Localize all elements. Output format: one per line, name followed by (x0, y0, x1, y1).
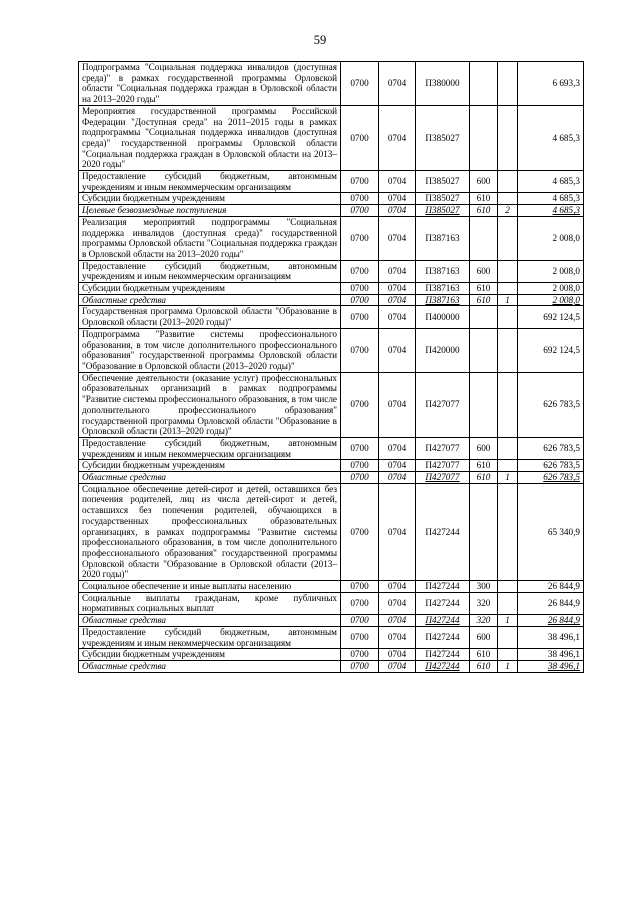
table-row (79, 105, 584, 170)
row-amount: 6 693,3 (518, 62, 584, 106)
row-target-code: П427077 (416, 460, 470, 472)
row-target-code: П387163 (416, 260, 470, 282)
row-section-code: 0700 (341, 472, 379, 484)
row-target-code: П387163 (416, 283, 470, 295)
row-expense-type: 610 (470, 205, 498, 217)
row-name: Предоставление субсидий бюджетным, автономным учреждениям и иным некоммерческим организациям (79, 437, 341, 459)
row-name: Предоставление субсидий бюджетным, автономным учреждениям и иным некоммерческим организациям (79, 260, 341, 282)
row-expense-type: 600 (470, 171, 498, 193)
row-subsection-code: 0704 (379, 581, 416, 593)
row-amount: 38 496,1 (518, 660, 584, 672)
row-section-code: 0700 (341, 294, 379, 306)
row-expense-type: 320 (470, 592, 498, 614)
table-row (79, 460, 584, 472)
table-row (79, 649, 584, 661)
row-name: Подпрограмма "Социальная поддержка инвалидов (доступная среда)" в рамках государственной программы Орловской области "Социальная поддержка граждан в Орловской области на 2013–2020 годы" (79, 62, 341, 106)
row-amount: 4 685,3 (518, 171, 584, 193)
row-funding-source (498, 626, 518, 648)
row-target-code: П427244 (416, 483, 470, 580)
row-name: Социальные выплаты гражданам, кроме публичных нормативных социальных выплат (79, 592, 341, 614)
row-funding-source (498, 171, 518, 193)
row-funding-source (498, 649, 518, 661)
table-row (79, 283, 584, 295)
row-subsection-code: 0704 (379, 171, 416, 193)
row-expense-type (470, 372, 498, 437)
row-section-code: 0700 (341, 615, 379, 627)
row-section-code: 0700 (341, 193, 379, 205)
row-funding-source (498, 483, 518, 580)
row-name: Субсидии бюджетным учреждениям (79, 283, 341, 295)
row-name: Областные средства (79, 660, 341, 672)
row-funding-source: 1 (498, 294, 518, 306)
table-row (79, 581, 584, 593)
row-section-code: 0700 (341, 216, 379, 260)
row-expense-type: 600 (470, 626, 498, 648)
row-expense-type (470, 328, 498, 372)
table-row (79, 328, 584, 372)
row-expense-type (470, 483, 498, 580)
row-expense-type: 610 (470, 649, 498, 661)
row-section-code: 0700 (341, 483, 379, 580)
row-amount: 4 685,3 (518, 105, 584, 170)
row-target-code: П385027 (416, 171, 470, 193)
row-subsection-code: 0704 (379, 306, 416, 328)
row-target-code: П400000 (416, 306, 470, 328)
row-section-code: 0700 (341, 283, 379, 295)
row-subsection-code: 0704 (379, 62, 416, 106)
row-funding-source: 1 (498, 660, 518, 672)
row-name: Предоставление субсидий бюджетным, автономным учреждениям и иным некоммерческим организациям (79, 626, 341, 648)
row-subsection-code: 0704 (379, 483, 416, 580)
page-number: 59 (313, 33, 327, 47)
row-amount: 626 783,5 (518, 472, 584, 484)
row-subsection-code: 0704 (379, 615, 416, 627)
row-name: Предоставление субсидий бюджетным, автономным учреждениям и иным некоммерческим организациям (79, 171, 341, 193)
row-funding-source (498, 306, 518, 328)
row-section-code: 0700 (341, 372, 379, 437)
row-name: Социальное обеспечение детей-сирот и детей, оставшихся без попечения родителей, лиц из числа детей-сирот и детей, оставшихся без попечения родителей, обучающихся в государственных профессиональных образовательных организациях, в рамках подпрограммы "Развитие системы профессионального образования, в том числе дополнительного профессионального образования" государственной программы Орловской области "Образование в Орловской области (2013–2020 годы)" (79, 483, 341, 580)
row-name: Субсидии бюджетным учреждениям (79, 649, 341, 661)
row-expense-type: 610 (470, 294, 498, 306)
row-subsection-code: 0704 (379, 283, 416, 295)
row-amount: 65 340,9 (518, 483, 584, 580)
row-name: Мероприятия государственной программы Российской Федерации "Доступная среда" на 2011–2015 годы в рамках подпрограммы "Социальная поддержка инвалидов (доступная среда)" государственной программы Орловской области "Социальная поддержка граждан в Орловской области на 2013–2020 годы" (79, 105, 341, 170)
row-name: Реализация мероприятий подпрограммы "Социальная поддержка инвалидов (доступная среда)" государственной программы Орловской области "Социальная поддержка граждан в Орловской области на 2013–2020 годы" (79, 216, 341, 260)
table-row (79, 437, 584, 459)
row-expense-type: 300 (470, 581, 498, 593)
row-funding-source (498, 105, 518, 170)
row-section-code: 0700 (341, 660, 379, 672)
row-section-code: 0700 (341, 626, 379, 648)
row-funding-source (498, 592, 518, 614)
row-subsection-code: 0704 (379, 592, 416, 614)
row-expense-type (470, 62, 498, 106)
row-expense-type: 600 (470, 437, 498, 459)
row-section-code: 0700 (341, 460, 379, 472)
row-section-code: 0700 (341, 437, 379, 459)
row-section-code: 0700 (341, 306, 379, 328)
row-amount: 626 783,5 (518, 460, 584, 472)
row-section-code: 0700 (341, 171, 379, 193)
row-target-code: П387163 (416, 216, 470, 260)
table-row (79, 216, 584, 260)
row-expense-type (470, 306, 498, 328)
row-subsection-code: 0704 (379, 294, 416, 306)
row-target-code: П427077 (416, 472, 470, 484)
row-amount: 26 844,9 (518, 615, 584, 627)
row-name: Обеспечение деятельности (оказание услуг) профессиональных образовательных организаций в рамках подпрограммы "Развитие системы профессионального образования, в том числе дополнительного профессионального образования" государственной программы Орловской области "Образование в Орловской области (2013–2020 годы)" (79, 372, 341, 437)
row-target-code: П380000 (416, 62, 470, 106)
row-expense-type: 610 (470, 283, 498, 295)
table-row (79, 260, 584, 282)
row-target-code: П427244 (416, 649, 470, 661)
row-expense-type: 610 (470, 460, 498, 472)
row-subsection-code: 0704 (379, 105, 416, 170)
row-funding-source (498, 193, 518, 205)
row-name: Подпрограмма "Развитие системы профессионального образования, в том числе дополнительного профессионального образования" государственной программы Орловской области "Образование в Орловской области (2013–2020 годы)" (79, 328, 341, 372)
row-funding-source (498, 260, 518, 282)
table-row (79, 615, 584, 627)
row-expense-type: 600 (470, 260, 498, 282)
row-section-code: 0700 (341, 649, 379, 661)
row-expense-type (470, 105, 498, 170)
row-subsection-code: 0704 (379, 216, 416, 260)
row-target-code: П385027 (416, 105, 470, 170)
row-subsection-code: 0704 (379, 328, 416, 372)
row-funding-source (498, 283, 518, 295)
table-row (79, 472, 584, 484)
table-row (79, 592, 584, 614)
row-target-code: П427244 (416, 626, 470, 648)
row-amount: 38 496,1 (518, 626, 584, 648)
row-subsection-code: 0704 (379, 193, 416, 205)
row-amount: 692 124,5 (518, 306, 584, 328)
row-target-code: П385027 (416, 193, 470, 205)
row-amount: 626 783,5 (518, 372, 584, 437)
row-target-code: П420000 (416, 328, 470, 372)
row-subsection-code: 0704 (379, 460, 416, 472)
table-row (79, 372, 584, 437)
row-name: Областные средства (79, 472, 341, 484)
table-row (79, 660, 584, 672)
row-funding-source: 1 (498, 615, 518, 627)
row-section-code: 0700 (341, 205, 379, 217)
row-funding-source (498, 372, 518, 437)
row-amount: 626 783,5 (518, 437, 584, 459)
row-funding-source (498, 581, 518, 593)
row-name: Областные средства (79, 294, 341, 306)
row-expense-type: 610 (470, 472, 498, 484)
row-section-code: 0700 (341, 62, 379, 106)
row-amount: 2 008,0 (518, 216, 584, 260)
row-funding-source (498, 216, 518, 260)
row-section-code: 0700 (341, 328, 379, 372)
row-expense-type: 320 (470, 615, 498, 627)
row-amount: 2 008,0 (518, 260, 584, 282)
table-row (79, 626, 584, 648)
row-target-code: П427244 (416, 615, 470, 627)
row-funding-source: 1 (498, 472, 518, 484)
table-row (79, 62, 584, 106)
row-name: Государственная программа Орловской области "Образование в Орловской области (2013–2020 годы)" (79, 306, 341, 328)
row-subsection-code: 0704 (379, 472, 416, 484)
row-target-code: П427077 (416, 372, 470, 437)
row-name: Субсидии бюджетным учреждениям (79, 460, 341, 472)
table-row (79, 483, 584, 580)
row-expense-type: 610 (470, 660, 498, 672)
row-funding-source (498, 437, 518, 459)
row-section-code: 0700 (341, 260, 379, 282)
table-row (79, 306, 584, 328)
row-amount: 38 496,1 (518, 649, 584, 661)
table-row (79, 294, 584, 306)
row-target-code: П427244 (416, 592, 470, 614)
row-amount: 26 844,9 (518, 581, 584, 593)
row-subsection-code: 0704 (379, 372, 416, 437)
row-subsection-code: 0704 (379, 260, 416, 282)
row-subsection-code: 0704 (379, 660, 416, 672)
row-funding-source (498, 328, 518, 372)
row-name: Субсидии бюджетным учреждениям (79, 193, 341, 205)
table-row (79, 193, 584, 205)
row-subsection-code: 0704 (379, 649, 416, 661)
row-amount: 4 685,3 (518, 193, 584, 205)
row-target-code: П427244 (416, 581, 470, 593)
row-subsection-code: 0704 (379, 626, 416, 648)
row-subsection-code: 0704 (379, 205, 416, 217)
row-expense-type (470, 216, 498, 260)
row-amount: 2 008,0 (518, 283, 584, 295)
row-amount: 4 685,3 (518, 205, 584, 217)
row-target-code: П387163 (416, 294, 470, 306)
row-funding-source (498, 460, 518, 472)
row-amount: 2 008,0 (518, 294, 584, 306)
row-funding-source: 2 (498, 205, 518, 217)
row-name: Целевые безвозмездные поступления (79, 205, 341, 217)
row-subsection-code: 0704 (379, 437, 416, 459)
row-funding-source (498, 62, 518, 106)
row-target-code: П427244 (416, 660, 470, 672)
row-name: Социальное обеспечение и иные выплаты населению (79, 581, 341, 593)
row-expense-type: 610 (470, 193, 498, 205)
row-name: Областные средства (79, 615, 341, 627)
row-section-code: 0700 (341, 581, 379, 593)
row-amount: 26 844,9 (518, 592, 584, 614)
table-row (79, 171, 584, 193)
row-section-code: 0700 (341, 105, 379, 170)
row-target-code: П385027 (416, 205, 470, 217)
row-target-code: П427077 (416, 437, 470, 459)
row-section-code: 0700 (341, 592, 379, 614)
row-amount: 692 124,5 (518, 328, 584, 372)
table-row (79, 205, 584, 217)
budget-table (78, 61, 584, 673)
